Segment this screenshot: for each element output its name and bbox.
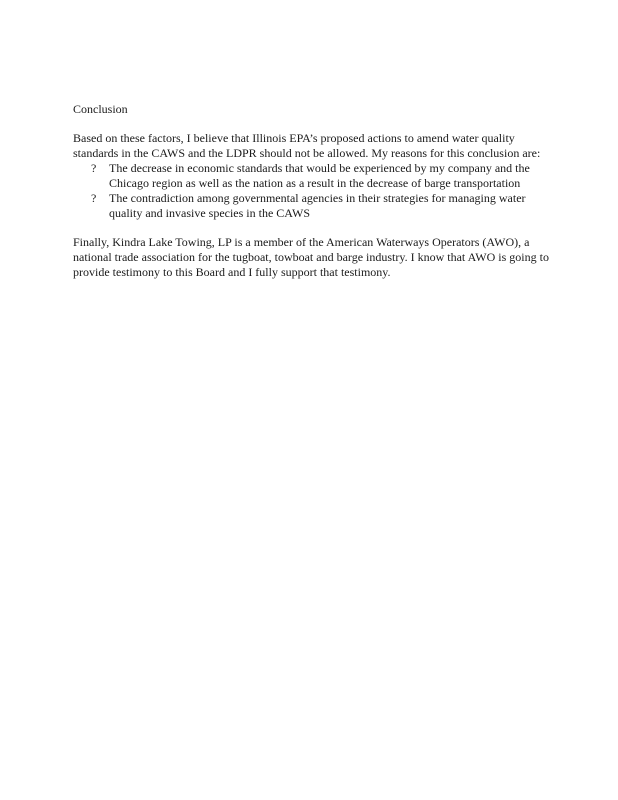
list-item-text: The contradiction among governmental agencies in their strategies for managing water quality and invasive species in the CAWS (109, 191, 526, 220)
list-item-text: The decrease in economic standards that would be experienced by my company and the Chicago region as well as the nation as a result in the decrease of barge transportation (109, 161, 530, 190)
list-item (73, 191, 553, 221)
closing-paragraph: Finally, Kindra Lake Towing, LP is a member of the American Waterways Operators (AWO), a national trade association for the tugboat, towboat and barge industry. I know that AWO is going to provide testimony to this Board and I fully support that testimony. (73, 235, 549, 279)
section-heading: Conclusion (73, 102, 128, 116)
document-body (73, 102, 553, 280)
bullet-marker: ? (91, 161, 97, 175)
reasons-list (73, 161, 553, 221)
bullet-marker: ? (91, 191, 97, 205)
list-item (73, 161, 553, 191)
intro-paragraph: Based on these factors, I believe that Illinois EPA’s proposed actions to amend water quality standards in the CAWS and the LDPR should not be allowed. My reasons for this conclusion are: (73, 131, 541, 160)
